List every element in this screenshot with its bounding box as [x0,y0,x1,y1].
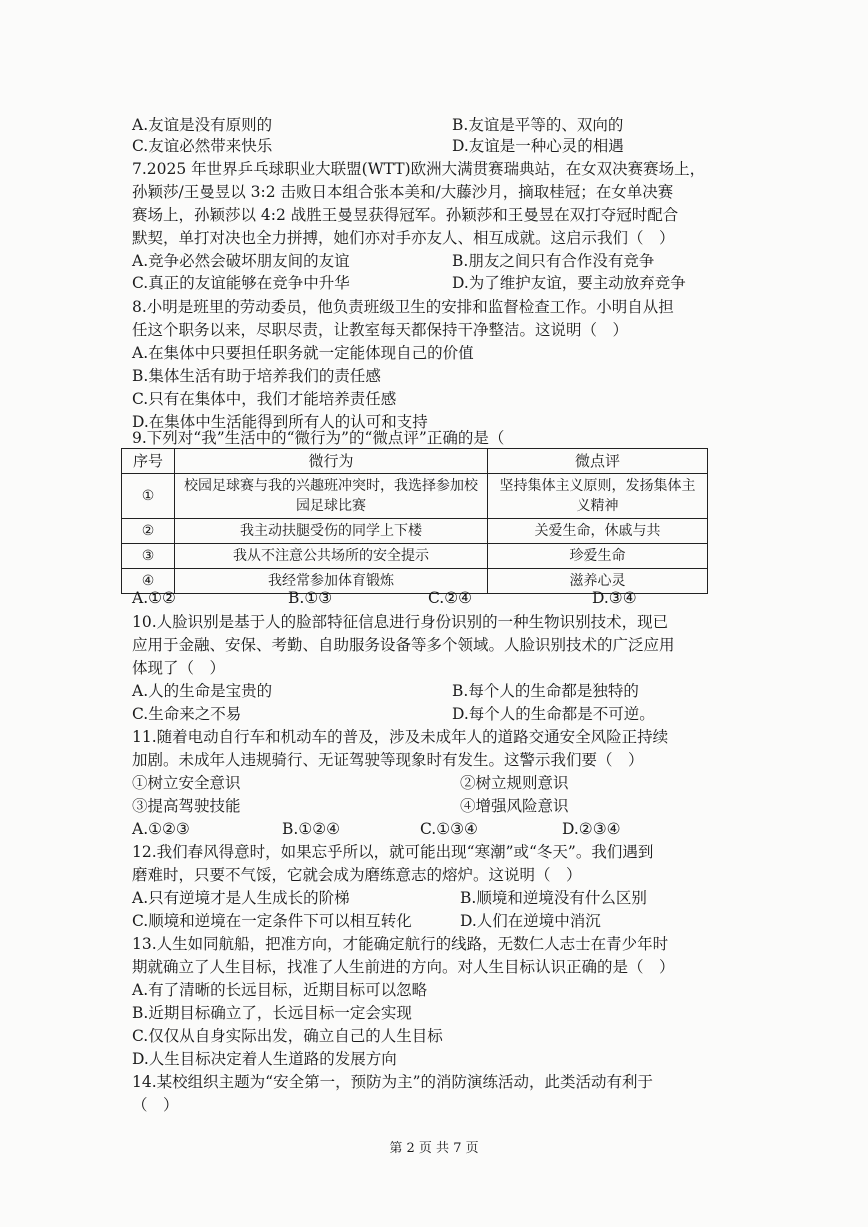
q11-option-c: C.①③④ [420,820,478,838]
q12-stem-line: 磨难时，只要不气馁，它就会成为磨练意志的熔炉。这说明（ ） [132,866,582,884]
q7-stem-line: 赛场上，孙颖莎以 4:2 战胜王曼昱获得冠军。孙颖莎和王曼昱在双打夺冠时配合 [132,206,679,224]
row-act: 我经常参加体育锻炼 [175,569,488,594]
q8-option-d: D.在集体中生活能得到所有人的认可和支持 [132,413,428,431]
q10-option-d: D.每个人的生命都是不可逆。 [452,705,655,723]
q10-stem-line: 10.人脸识别是基于人的脸部特征信息进行身份识别的一种生物识别技术，现已 [132,613,669,631]
row-no: ① [122,474,175,519]
q10-option-b: B.每个人的生命都是独特的 [452,682,639,700]
q12-option-c: C.顺境和逆境在一定条件下可以相互转化 [132,912,412,930]
q12-stem-line: 12.我们春风得意时，如果忘乎所以，就可能出现“寒潮”或“冬天”。我们遇到 [132,843,654,861]
q9-option-a: A.①② [132,589,176,607]
table-header-row [122,449,708,474]
q8-stem-line: 8.小明是班里的劳动委员，他负责班级卫生的安排和监督检查工作。小明自从担 [132,298,674,316]
q12-option-b: B.顺境和逆境没有什么区别 [460,889,647,907]
table-header-comment: 微点评 [488,449,708,474]
page-number-footer: 第 2 页 共 7 页 [389,1141,479,1156]
row-comment: 关爱生命，休戚与共 [488,519,708,544]
q11-option-d: D.②③④ [562,820,621,838]
q11-option-b: B.①②④ [282,820,341,838]
q10-stem-line: 体现了（ ） [132,659,226,677]
q7-stem-line: 孙颖莎/王曼昱以 3:2 击败日本组合张本美和/大藤沙月，摘取桂冠；在女单决赛 [132,183,674,201]
q10-stem-line: 应用于金融、安保、考勤、自助服务设备等多个领域。人脸识别技术的广泛应用 [132,636,675,654]
q11-statement-3: ③提高驾驶技能 [132,797,241,815]
q9-table [121,448,708,594]
q11-option-a: A.①②③ [132,820,190,838]
row-comment: 坚持集体主义原则，发扬集体主义精神 [488,474,708,519]
q14-stem-line: 14.某校组织主题为“安全第一，预防为主”的消防演练活动，此类活动有利于 [132,1073,654,1091]
row-comment: 滋养心灵 [488,569,708,594]
prev-option-c: C.友谊必然带来快乐 [132,137,273,155]
q9-option-b: B.①③ [288,589,333,607]
q10-option-a: A.人的生命是宝贵的 [132,682,273,700]
q13-option-c: C.仅仅从自身实际出发，确立自己的人生目标 [132,1027,443,1045]
q7-stem-line: 7.2025 年世界乒乓球职业大联盟(WTT)欧洲大满贯赛瑞典站，在女双决赛赛场上， [132,160,706,178]
table-row [122,544,708,569]
row-comment: 珍爱生命 [488,544,708,569]
q11-stem-line: 加剧。未成年人违规骑行、无证驾驶等现象时有发生。这警示我们要（ ） [132,751,644,769]
q8-option-b: B.集体生活有助于培养我们的责任感 [132,367,381,385]
q10-option-c: C.生命来之不易 [132,705,242,723]
prev-option-b: B.友谊是平等的、双向的 [452,116,624,134]
q8-stem-line: 任这个职务以来，尽职尽责，让教室每天都保持干净整洁。这说明（ ） [132,321,629,339]
q13-option-b: B.近期目标确立了，长远目标一定会实现 [132,1004,412,1022]
table-header-act: 微行为 [175,449,488,474]
q11-statement-2: ②树立规则意识 [460,774,569,792]
q7-option-a: A.竞争必然会破坏朋友间的友谊 [132,252,350,270]
q14-stem-line: （ ） [132,1096,179,1114]
q13-option-a: A.有了清晰的长远目标，近期目标可以忽略 [132,981,428,999]
q8-option-c: C.只有在集体中，我们才能培养责任感 [132,390,397,408]
q11-statement-4: ④增强风险意识 [460,797,569,815]
prev-option-a: A.友谊是没有原则的 [132,116,273,134]
q7-option-c: C.真正的友谊能够在竞争中升华 [132,274,350,292]
row-act: 我主动扶腿受伤的同学上下楼 [175,519,488,544]
q9-option-c: C.②④ [428,589,473,607]
q13-stem-line: 期就确立了人生目标，找准了人生前进的方向。对人生目标认识正确的是（ ） [132,958,675,976]
table-row [122,474,708,519]
q9-option-d: D.③④ [592,589,637,607]
row-no: ③ [122,544,175,569]
q13-stem-line: 13.人生如同航船，把准方向，才能确定航行的线路，无数仁人志士在青少年时 [132,935,669,953]
q12-option-a: A.只有逆境才是人生成长的阶梯 [132,889,350,907]
table-header-no: 序号 [122,449,175,474]
q7-stem-line: 默契，单打对决也全力拼搏，她们亦对手亦友人、相互成就。这启示我们（ ） [132,229,675,247]
q7-option-b: B.朋友之间只有合作没有竞争 [452,252,655,270]
q11-stem-line: 11.随着电动自行车和机动车的普及，涉及未成年人的道路交通安全风险正持续 [132,728,669,746]
row-no: ② [122,519,175,544]
prev-option-d: D.友谊是一种心灵的相遇 [452,137,624,155]
q7-option-d: D.为了维护友谊，要主动放弃竞争 [452,274,686,292]
row-act: 我从不注意公共场所的安全提示 [175,544,488,569]
q9-stem: 9.下列对“我”生活中的“微行为”的“微点评”正确的是（ [132,429,505,447]
row-no: ④ [122,569,175,594]
q8-option-a: A.在集体中只要担任职务就一定能体现自己的价值 [132,344,474,362]
q11-statement-1: ①树立安全意识 [132,774,241,792]
q12-option-d: D.人们在逆境中消沉 [460,912,601,930]
q13-option-d: D.人生目标决定着人生道路的发展方向 [132,1050,397,1068]
table-row [122,519,708,544]
row-act: 校园足球赛与我的兴趣班冲突时，我选择参加校园足球比赛 [175,474,488,519]
